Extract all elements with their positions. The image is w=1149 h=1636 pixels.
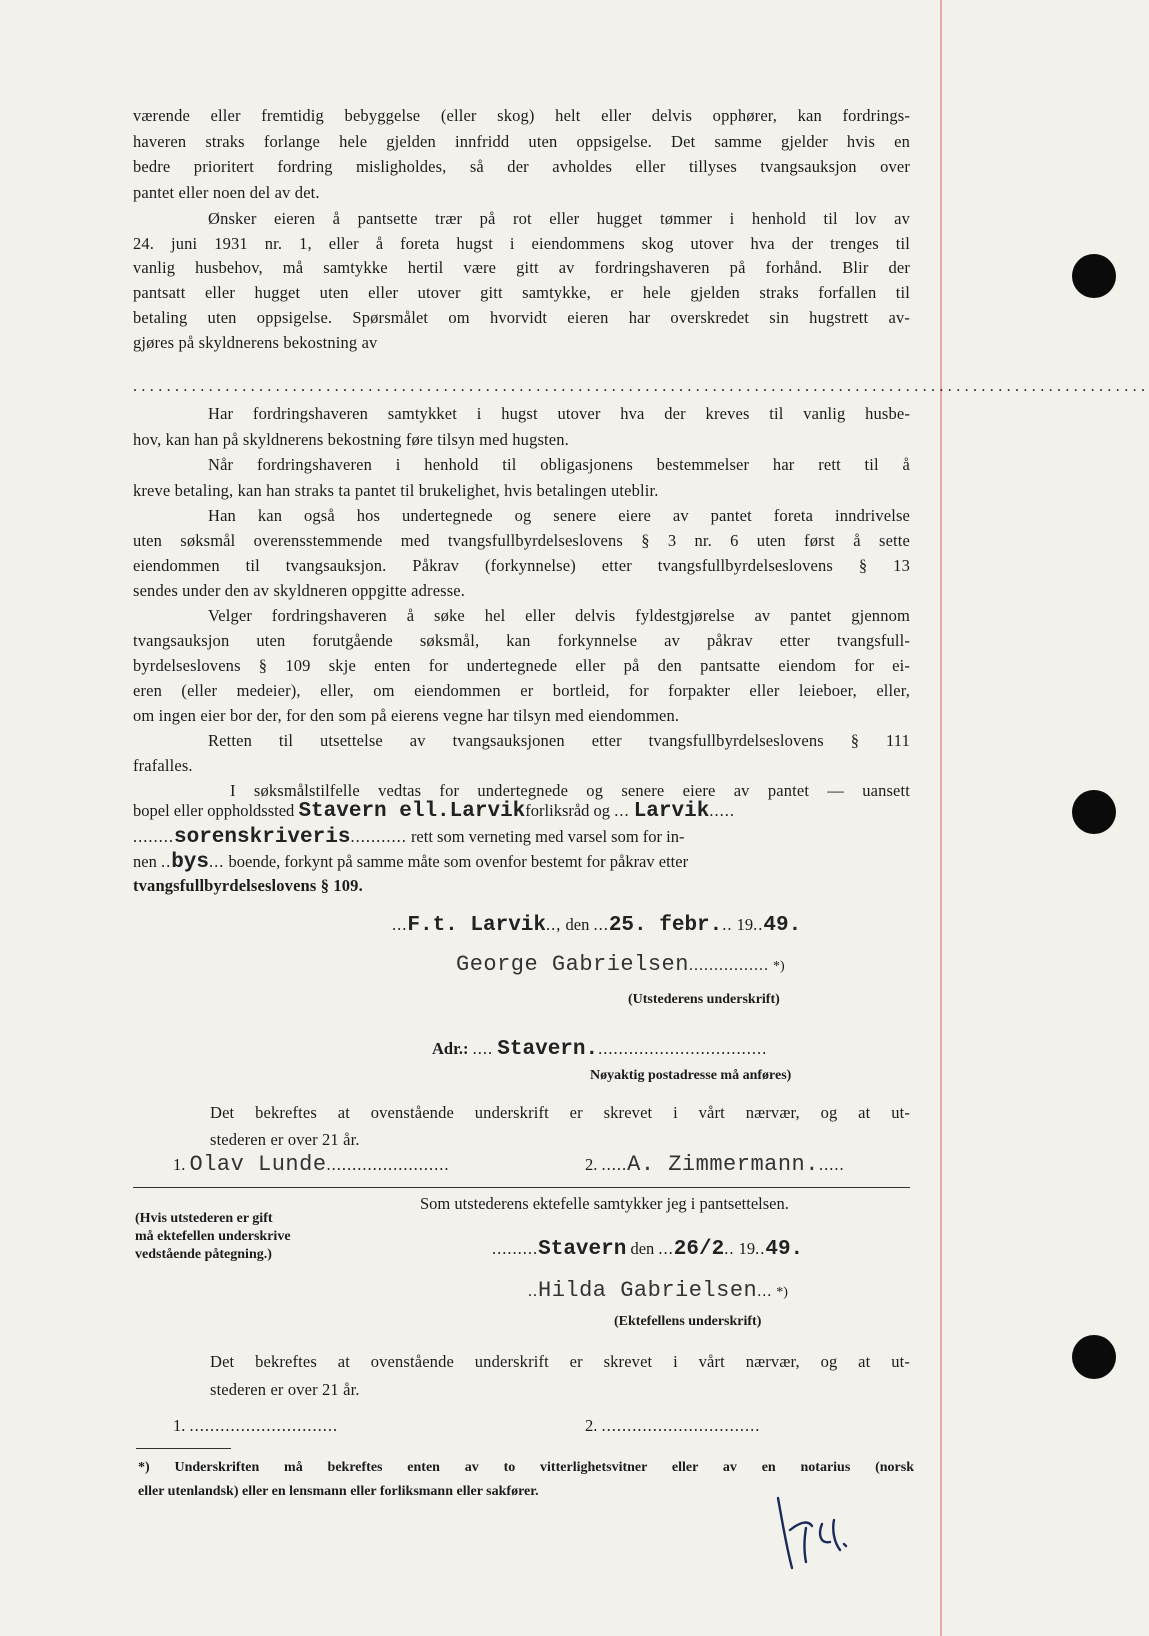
- note-line: (Hvis utstederen er gift: [135, 1211, 273, 1226]
- text-line: gjøres på skyldnerens bekostning av: [133, 333, 378, 352]
- spouse-place: Stavern: [538, 1238, 627, 1261]
- spouse-signature-line: ..Hilda Gabrielsen... *): [528, 1278, 788, 1303]
- text-line: eren (eller medeier), eller, om eiendommen er bortleid, for forpakter eller leieboer, eller,: [133, 681, 910, 700]
- issuer-caption: (Utstederens underskrift): [628, 992, 780, 1007]
- text-line: tvangsauksjon uten forutgående søksmål, kan forkynnelse av påkrav etter tvangsfull-: [133, 631, 910, 650]
- text-line: pantet eller noen del av det.: [133, 183, 320, 202]
- witness2-two: 2. ...............................: [585, 1416, 761, 1435]
- footnote-mark: *): [776, 1285, 788, 1300]
- text-line: haveren straks forlange hele gjelden innfridd uten oppsigelse. Det samme gjelder hvis en: [133, 132, 910, 151]
- witness1-one: 1. Olav Lunde........................: [173, 1152, 450, 1177]
- fill-dots: .........................................................................................................................: [133, 378, 1149, 395]
- spouse-date-line: .........Stavern den ...26/2.. 19..49.: [492, 1238, 804, 1261]
- witness2-one: 1. .............................: [173, 1416, 339, 1435]
- handwritten-initials: [760, 1490, 870, 1580]
- text-line: bedre prioritert fordring misligholdes, så der avholdes eller tillyses tvangsauksjon over: [133, 157, 910, 176]
- witness2-name: A. Zimmermann.: [627, 1152, 819, 1177]
- punch-hole: [1072, 1335, 1116, 1379]
- signing-date-line: ...F.t. Larvik.., den ...25. febr... 19..49.: [392, 914, 802, 937]
- spouse-note: [135, 1210, 291, 1264]
- text-line: sendes under den av skyldneren oppgitte adresse.: [133, 581, 466, 600]
- witness1-name: Olav Lunde: [189, 1152, 327, 1177]
- signing-day: 25. febr.: [608, 914, 723, 937]
- venue-city-fill: Larvik: [633, 800, 710, 823]
- adr-value: Stavern.: [497, 1038, 599, 1061]
- issuer-name: George Gabrielsen: [456, 952, 689, 977]
- spouse-consent: Som utstederens ektefelle samtykker jeg i pantsettelsen.: [420, 1194, 789, 1213]
- address-line: Adr.: .... Stavern..................................: [432, 1038, 768, 1061]
- witness-number: 1.: [173, 1155, 186, 1174]
- witness-number: 2.: [585, 1155, 598, 1174]
- text-line: Velger fordringshaveren å søke hel eller delvis fyldestgjørelse av pantet gjennom: [208, 606, 910, 625]
- witness1-two: 2. .....A. Zimmermann......: [585, 1152, 845, 1177]
- signing-place: F.t. Larvik: [407, 914, 546, 937]
- witness-number: 2.: [585, 1416, 598, 1435]
- text-line: byrdelseslovens § 109 skje enten for undertegnede eller på den pantsatte eiendom for ei-: [133, 656, 910, 675]
- year-prefix: 19: [736, 915, 754, 934]
- spouse-caption: (Ektefellens underskrift): [614, 1314, 762, 1329]
- text-line: 24. juni 1931 nr. 1, eller å foreta hugst i eiendommens skog utover hva der trenges til: [133, 234, 910, 253]
- venue-prefix-3: nen: [133, 852, 157, 871]
- text-line: stederen er over 21 år.: [210, 1130, 360, 1149]
- text-line: vanlig husbehov, må samtykke hertil være gitt av fordringshaveren på forhånd. Blir der: [133, 258, 910, 277]
- spouse-year: 49.: [765, 1238, 804, 1261]
- text-line: pantsatt eller hugget uten eller utover gitt samtykke, er hele gjelden straks forfallen til: [133, 283, 910, 302]
- footnote-line: *) Underskriften må bekreftes enten av to vitterlighetsvitner eller av en notarius (norsk: [138, 1460, 914, 1475]
- den-label: den: [630, 1239, 655, 1258]
- text-line: Når fordringshaveren i henhold til obligasjonens bestemmelser har rett til å: [208, 455, 910, 474]
- signing-year: 49.: [763, 914, 802, 937]
- venue-bys-fill: bys: [171, 851, 210, 874]
- venue-prefix: bopel eller oppholdssted: [133, 801, 295, 820]
- text-line: Retten til utsettelse av tvangsauksjonen etter tvangsfullbyrdelseslovens § 111: [208, 731, 910, 750]
- text-line: værende eller fremtidig bebyggelse (eller skog) helt eller delvis opphører, kan fordrings-: [133, 106, 910, 125]
- text-line: eiendommen til tvangsauksjon. Påkrav (forkynnelse) etter tvangsfullbyrdelseslovens § 13: [133, 556, 910, 575]
- text-line: kreve betaling, kan han straks ta pantet til brukelighet, hvis betalingen uteblir.: [133, 481, 659, 500]
- adr-label: Adr.:: [432, 1039, 469, 1058]
- punch-hole: [1072, 790, 1116, 834]
- spouse-date: 26/2: [673, 1238, 725, 1261]
- text-line: Ønsker eieren å pantsette trær på rot eller hugget tømmer i henhold til lov av: [208, 209, 910, 228]
- divider: [133, 1187, 910, 1188]
- text-line: frafalles.: [133, 756, 193, 775]
- footnote-rule: [136, 1448, 231, 1449]
- text-line: Har fordringshaveren samtykket i hugst utover hva der kreves til vanlig husbe-: [208, 404, 910, 423]
- footnote-line: eller utenlandsk) eller en lensmann eller forliksmann eller sakfører.: [138, 1484, 539, 1499]
- text-line: om ingen eier bor der, for den som på eierens vegne har tilsyn med eiendommen.: [133, 706, 680, 725]
- year-prefix: 19: [738, 1239, 756, 1258]
- text-line: I søksmålstilfelle vedtas for undertegnede og senere eiere av pantet — uansett: [230, 781, 910, 800]
- witness-number: 1.: [173, 1416, 186, 1435]
- note-line: må ektefellen underskrive: [135, 1229, 291, 1244]
- adr-caption: Nøyaktig postadresse må anføres): [590, 1068, 792, 1083]
- venue-text-3: boende, forkynt på samme måte som ovenfor bestemt for påkrav etter: [228, 852, 689, 871]
- text-line: hov, kan han på skyldnerens bekostning føre tilsyn med hugsten.: [133, 430, 569, 449]
- venue-line-2: ........sorenskriveris........... rett som verneting med varsel som for in-: [133, 826, 685, 849]
- venue-line-3: nen ..bys... boende, forkynt på samme måte som ovenfor bestemt for påkrav etter: [133, 851, 689, 874]
- text-line: tvangsfullbyrdelseslovens § 109.: [133, 876, 363, 895]
- text-line: betaling uten oppsigelse. Spørsmålet om hvorvidt eieren har overskredet sin hugstrett av-: [133, 308, 910, 327]
- venue-district-fill: sorenskriveris: [174, 826, 351, 849]
- venue-text: rett som verneting med varsel som for in-: [410, 827, 685, 846]
- text-line: uten søksmål overensstemmende med tvangsfullbyrdelseslovens § 3 nr. 6 uten først å sette: [133, 531, 910, 550]
- text-line: Det bekreftes at ovenstående underskrift er skrevet i vårt nærvær, og at ut-: [210, 1352, 910, 1371]
- venue-line-1: bopel eller oppholdssted Stavern ell.Larvikforliksråd og ... Larvik.....: [133, 800, 735, 823]
- text-line: stederen er over 21 år.: [210, 1380, 360, 1399]
- footnote-mark: *): [772, 959, 785, 974]
- venue-court-fill: Stavern ell.Larvik: [298, 800, 526, 823]
- text-line: Han kan også hos undertegnede og senere eiere av pantet foreta inndrivelse: [208, 506, 910, 525]
- note-line: vedstående påtegning.): [135, 1247, 272, 1262]
- issuer-signature-line: George Gabrielsen................ *): [456, 952, 785, 977]
- venue-mid: forliksråd og: [525, 801, 611, 820]
- punch-hole: [1072, 254, 1116, 298]
- den-label: den: [565, 915, 590, 934]
- spouse-name: Hilda Gabrielsen: [538, 1278, 758, 1303]
- text-line: Det bekreftes at ovenstående underskrift er skrevet i vårt nærvær, og at ut-: [210, 1103, 910, 1122]
